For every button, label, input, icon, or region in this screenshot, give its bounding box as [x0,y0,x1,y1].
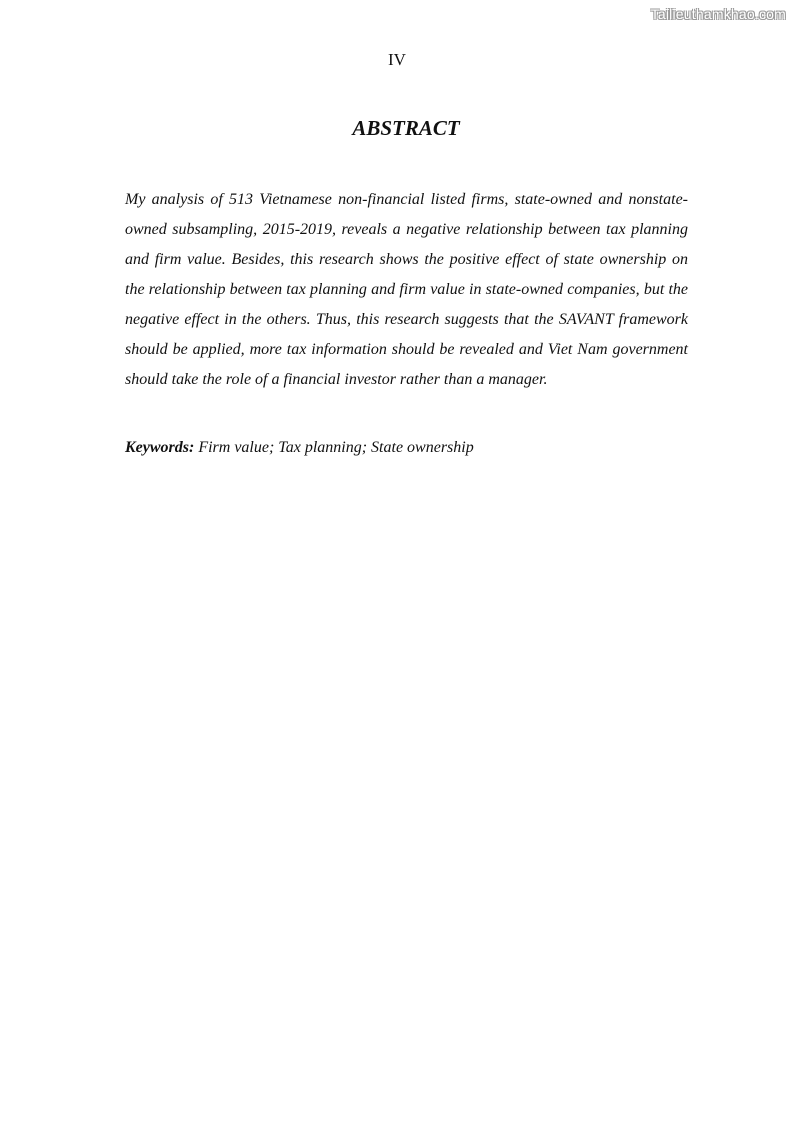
keywords-label: Keywords: [125,439,195,456]
keywords-line [125,433,688,463]
page-title: ABSTRACT [352,116,460,140]
keywords-text: Firm value; Tax planning; State ownership [198,439,474,456]
page-number: IV [388,50,406,69]
watermark: Tailieuthamkhao.com [650,6,786,22]
abstract-paragraph: My analysis of 513 Vietnamese non-financial listed firms, state-owned and nonstate-owned subsampling, 2015-2019, reveals a negative relationship between tax planning and firm value. Besides, this research shows the positive effect of state ownership on the relationship between tax planning and firm value in state-owned companies, but the negative effect in the others. Thus, this research suggests that the SAVANT framework should be applied, more tax information should be revealed and Viet Nam government should take the role of a financial investor rather than a manager. [125,191,688,388]
